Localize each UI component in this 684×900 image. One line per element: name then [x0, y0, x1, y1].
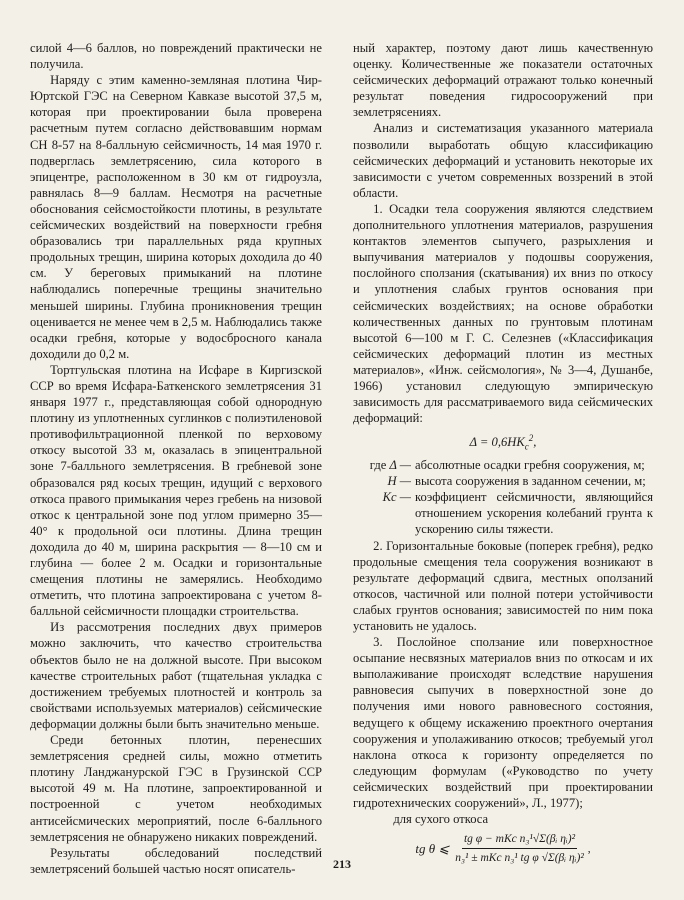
paragraph: 1. Осадки тела сооружения являются следствием дополнительного уплотнения материалов, разрушения контактов элементов сыпучего, разрыхления и выпучивания материалов у подошвы сооружения, послойного сползания (скатывания) их вниз по откосу и уплотнения слабых грунтов основания при сейсмических воздействиях; на основе обработки количественных данных по грунтовым плотинам высотой 6—100 м Г. С. Селезнев («Классификация сейсмических деформаций плотин из местных материалов», «Инж. сейсмология», № 3—4, Душанбе, 1966) установил следующую эмпирическую зависимость для рассматриваемого вида сейсмических деформаций:	[353, 201, 653, 426]
paragraph: ный характер, поэтому дают лишь качественную оценку. Количественные же показатели остаточных сейсмических деформаций отражают только конечный результат поведения гидросооружений при землетрясениях.	[353, 41, 653, 120]
formula-definitions	[353, 457, 653, 537]
formula-tail: ,	[533, 435, 537, 450]
definition-symbol	[353, 457, 415, 473]
definition-row	[353, 489, 653, 537]
paragraph: Из рассмотрения последних двух примеров можно заключить, что качество строительства объектов было не на должной высоте. При высоком качестве строительных работ (тщательная укладка с достижением требуемых плотностей и контроль за свойствами используемых материалов) сейсмические деформации должны были быть значительно меньше.	[30, 620, 322, 731]
formula-subscript: c	[524, 441, 529, 452]
left-column	[30, 40, 322, 877]
paragraph: 2. Горизонтальные боковые (поперек гребня), редко продольные смещения тела сооружения возникают в результате деформаций сдвига, местных оползаний откосов, частичной или полной потери устойчивости слабых грунтов основания; зависимостей по ним пока установить не удалось.	[353, 538, 653, 633]
definition-text: абсолютные осадки гребня сооружения, м;	[415, 458, 645, 473]
page-number: 213	[333, 857, 351, 871]
paragraph: силой 4—6 баллов, но повреждений практически не получила.	[30, 41, 322, 72]
paragraph: Тортгульская плотина на Исфаре в Киргизской ССР во время Исфара-Баткенского землетрясения 31 января 1977 г., представляющая собой однородную плотину из уплотненных суглинков с полиэтиленовой противофильтрационной пленкой по верховому откосу высотой 33 м, оказалась в эпицентральной зоне 7-балльного землетрясения. В гребневой зоне образовался ряд косых трещин, идущий с верхового откоса правого примыкания через гребень на низовой откос к центральной зоне под углом примерно 35—40° к продольной оси плотины. Длина трещин доходила до 40 м, ширина раскрытия — 8—10 см и глубина — более 2 м. Осадки и горизонтальные смещения плотины не замерялись. Необходимо отметить, что плотина запроектирована с учетом 8-балльной сейсмичности площадки строительства.	[30, 362, 322, 619]
paragraph: для сухого откоса	[393, 812, 489, 827]
paragraph: Наряду с этим каменно-земляная плотина Чир-Юртской ГЭС на Северном Кавказе высотой 37,5 м, которая при проектировании была проверена расчетным путем согласно действовавшим нормам СН 8-57 на 8-балльную сейсмичность, 14 мая 1970 г. подверглась землетрясению, сила которого в эпицентре, расположенном в 30 км от гидроузла, равнялась 8—9 баллам. Несмотря на расчетные обоснования сейсмостойкости плотины, в результате сейсмических воздействий на поверхности гребня образовались три параллельных ряда крупных продольных трещин, ширина которых доходила до 40 см. У береговых примыканий на плотине наблюдались поперечные трещины значительно меньшей ширины. Глубина проникновения трещин оценивается не менее чем в 2,5 м. Наблюдались также осадки гребня, которые у водосбросного канала доходили до 0,2 м.	[30, 73, 322, 361]
paragraph: Анализ и систематизация указанного материала позволили выработать общую классификацию сейсмических деформаций и установить некоторые их зависимости с учетом современных воззрений в этой области.	[353, 121, 653, 200]
paragraph: Среди бетонных плотин, перенесших землетрясения средней силы, можно отметить плотину Ланджанурской ГЭС в Грузинской ССР высотой 49 м. На плотине, запроектированной и построенной с учетом необходимых антисейсмических мероприятий, после 6-балльного землетрясения не обнаружено никаких повреждений.	[30, 733, 322, 844]
definition-row	[353, 457, 653, 473]
definition-text: коэффициент сейсмичности, являющийся отношением ускорения колебаний грунта к ускорению силы тяжести.	[415, 490, 653, 537]
slope-formula-tail: ,	[587, 842, 591, 855]
slope-formula-denominator: n₃¹ ± mKc n₃¹ tg φ √Σ(βᵢ ηᵢ)²	[455, 852, 584, 865]
settlement-formula	[353, 430, 653, 455]
paragraph: Результаты обследований последствий землетрясений большей частью носят описатель-	[30, 845, 322, 876]
definition-row	[353, 473, 653, 489]
formula-main: Δ = 0,6HK	[469, 435, 525, 450]
definition-lead: где	[369, 458, 387, 473]
right-column	[353, 40, 653, 866]
definition-symbol: Kс —	[382, 490, 411, 505]
slope-formula-lhs: tg θ ⩽	[415, 840, 450, 856]
formula-superscript: 2	[528, 433, 534, 444]
definition-symbol: H —	[387, 474, 411, 489]
definition-text: высота сооружения в заданном сечении, м;	[415, 474, 646, 489]
paragraph: 3. Послойное сползание или поверхностное осыпание несвязных материалов вниз по откосам и их выполаживание происходят вследствие нарушения равновесия сыпучих в поверхностной зоне до получения ими нового равновесного состояния, ведущего к общему искажению проектного очертания сооружения и уполаживанию откосов; требуемый угол наклона откоса к горизонту определяется по следующим формулам («Руководство по учету сейсмических воздействий при проектировании гидротехнических сооружений», Л., 1977);	[353, 635, 653, 811]
slope-formula-numerator: tg φ − mKc n₃¹√Σ(βᵢ ηᵢ)²	[462, 831, 577, 849]
definition-symbol-text: Δ —	[389, 458, 411, 473]
